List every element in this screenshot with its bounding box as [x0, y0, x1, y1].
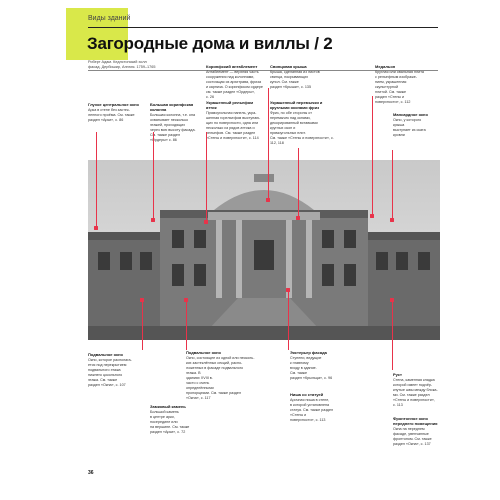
annotation-heading: Замковый камень [150, 404, 186, 409]
leader-line [96, 132, 97, 227]
annotation-body: Большая колонна, т.е. она охватывает несколько этажей, проходящих через всю высоту фасада. также раздел «Ордеры» с. 86 [150, 113, 196, 142]
annotation-body: Прямоугольная панель, укра- шенная горельефом выступаю- щих по поверхности, одна или несколько из рядов аттика и рельефов. См. также раздел «Стены и поверхности», с. 114 [206, 111, 261, 140]
annotation-heading: Украшенный рельефом аттик [206, 100, 254, 110]
marker-dot [184, 298, 188, 302]
marker-dot [390, 298, 394, 302]
marker-dot [151, 218, 155, 222]
annotation-heading: Мансардное окно [393, 112, 428, 117]
leader-line [288, 290, 289, 350]
annotation-body: Арка в стене без застек- ленного проёма. См. также раздел «Арки», с. 86 [88, 108, 135, 122]
page-title: Загородные дома и виллы / 2 [87, 34, 333, 53]
marker-dot [140, 298, 144, 302]
leader-line [142, 300, 143, 350]
leader-line [392, 300, 393, 370]
annotation-keystone [150, 404, 200, 435]
annotation-heading: Украшенный перемычки и круглыми оконами фриз [270, 100, 323, 110]
leader-line [392, 150, 393, 220]
annotation-body: Окно, у которого крыша выступает из ската кровли [393, 118, 426, 137]
leader-line [186, 300, 187, 350]
annotation-body: Антаблемент — верхняя часть сооружения над колоннами, состоящая из архитрава, фриза и карниза. О коринфском ордере см. также раздел «Ордеры», с. 26 [206, 70, 263, 99]
annotation-body: Фриз, по обе стороны от перемычек над окнами, декорированный вставками круглых окон и прямоугольных плит. См. также «Стены и поверхности», с. 112, 118 [270, 111, 334, 145]
marker-dot [370, 214, 374, 218]
kedleston-hall-photo [88, 160, 440, 340]
annotation-body: Крыша, сделанная из листов свинца, покрывающих купол. См. также раздел «Крыши», с. 135 [270, 70, 320, 89]
marker-dot [390, 218, 394, 222]
marker-dot [296, 216, 300, 220]
top-rule [88, 27, 438, 28]
annotation-corinthian-entablature [206, 64, 264, 100]
leader-line [153, 132, 154, 220]
annotation-body: Круглая или овальная плита с рельефным изображе- нием, украшенная скульптурной плитой. См. также раздел «Стены и поверхности», с. 112 [375, 70, 424, 104]
annotation-blind-window [88, 102, 148, 123]
annotation-heading: Глухое центральное окно [88, 102, 139, 107]
section-label: Виды зданий [88, 15, 131, 22]
annotation-heading: Большая коринфская колонна [150, 102, 194, 112]
annotation-sash-window [186, 350, 258, 401]
annotation-rustication [393, 372, 441, 408]
annotation-heading: Фронтонное окно переднего помещения [393, 416, 438, 426]
annotation-relief-attic [206, 100, 264, 141]
annotation-body: Большой камень в центре арки, посередине или на вершине. См. также раздел «Арки», с. 72 [150, 410, 190, 434]
marker-dot [286, 288, 290, 292]
annotation-heading: Экстерьер фасада [290, 350, 327, 355]
annotation-heading: Подвальное окно [186, 350, 221, 355]
annotation-lead-roof [270, 64, 325, 90]
annotation-pediment-window [393, 416, 441, 447]
marker-dot [266, 198, 270, 202]
annotation-body: Арочная ниша в стене, в которой установлена статуя. См. также раздел «Стены и поверхности», с. 113 [290, 398, 334, 422]
marker-dot [204, 220, 208, 224]
leader-line [268, 88, 269, 200]
annotation-statue-niche [290, 392, 342, 423]
page-subtitle: Роберт Адам. Кедлстонский холл фасад. Дербишир, Англия. 1759–1765 [88, 60, 156, 69]
annotation-body: Ступени, ведущие к главному входу в здание. См. также раздел «Крыльца», с. 96 [290, 356, 333, 380]
annotation-heading: Свинцовая крыша [270, 64, 307, 69]
page-number: 36 [88, 470, 94, 476]
annotation-medallion [375, 64, 437, 105]
annotation-frieze [270, 100, 338, 146]
leader-line [372, 96, 373, 216]
annotation-heading: Подвальное окно [88, 352, 123, 357]
annotation-heading: Ниша со статуей [290, 392, 324, 397]
annotation-basement-window [88, 352, 144, 388]
annotation-dormer-window [393, 112, 439, 138]
annotation-corinthian-column [150, 102, 202, 143]
marker-dot [94, 226, 98, 230]
annotation-body: Окно, которое располага- ется под перекрытием подвального этажа нижнего цокольного этажа. См. также раздел «Окна», с. 107 [88, 358, 132, 387]
annotation-body: Стена, каменная кладка которой имеет подчёр- кнутые швы между блока- ми. См. также раздел «Стены и поверхности», с. 113 [393, 378, 438, 407]
annotation-heading: Руст [393, 372, 402, 377]
leader-line [206, 132, 207, 222]
annotation-body: Окно, состоящее из одной или несколь- ких застеклённых секций, распо- ложенных в фасаде подвального этажа. В зданиях XVIII в. часто с очень определёнными пропорциями. См. также раздел «Окна», с. 117 [186, 356, 255, 400]
annotation-heading: Коринфский антаблемент [206, 64, 258, 69]
annotation-exterior-stairs [290, 350, 338, 381]
annotation-body: Окна на переднем фасаде, увенчанные фронтоном. См. также раздел «Окна», с. 137 [393, 427, 432, 446]
annotation-heading: Медальон [375, 64, 396, 69]
leader-line [298, 148, 299, 218]
